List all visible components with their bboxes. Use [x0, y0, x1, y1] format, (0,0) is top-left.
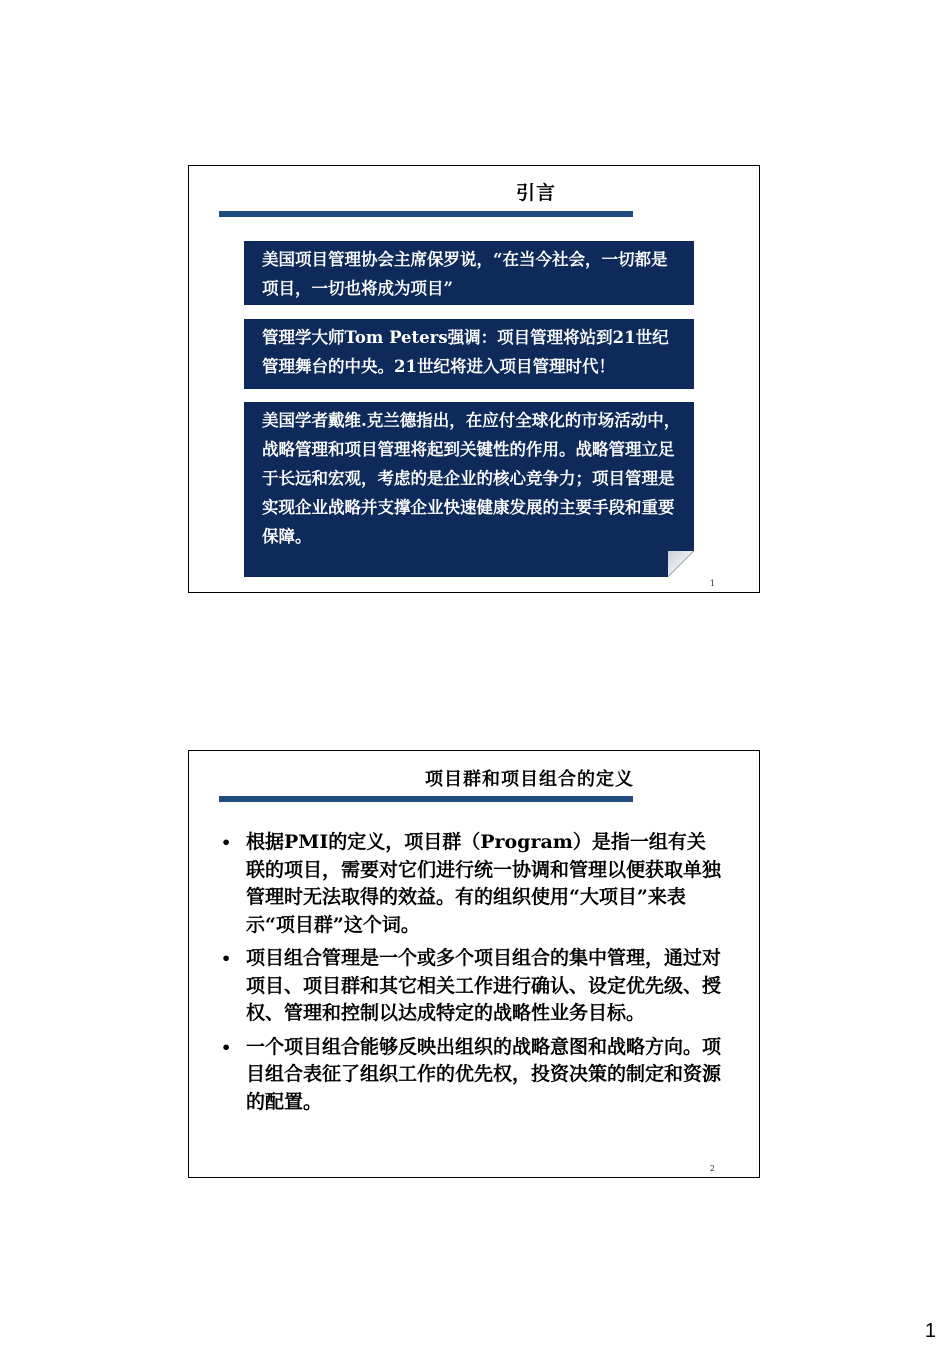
slide-page-number: 1: [709, 579, 715, 588]
list-item: [221, 829, 721, 939]
bullet-text: 项目组合管理是一个或多个项目组合的集中管理，通过对项目、项目群和其它相关工作进行确认、设定优先级、授权、管理和控制以达成特定的战略性业务目标。: [246, 947, 722, 1024]
bullet-text: 一个项目组合能够反映出组织的战略意图和战略方向。项目组合表征了组织工作的优先权，投资决策的制定和资源的配置。: [246, 1035, 722, 1113]
list-item: [221, 945, 721, 1028]
quote-box-2: 管理学大师Tom Peters强调：项目管理将站到21世纪管理舞台的中央。21世纪将进入项目管理时代！: [244, 319, 694, 389]
list-item: [221, 1034, 721, 1117]
title-underline-bar: [219, 796, 633, 802]
bullet-list: [221, 829, 721, 1122]
document-page-number: 1: [924, 1320, 936, 1342]
bullet-icon: •: [221, 1037, 232, 1057]
quote-box-3: [244, 402, 694, 577]
quote-box-3-text: 美国学者戴维.克兰德指出，在应付全球化的市场活动中，战略管理和项目管理将起到关键性的作用。战略管理立足于长远和宏观，考虑的是企业的核心竞争力；项目管理是实现企业战略并支撑企业快速健康发展的主要手段和重要保障。: [262, 411, 681, 546]
title-underline-bar: [219, 211, 633, 217]
slide-title: 引言: [516, 182, 557, 204]
slide-1: [188, 165, 760, 593]
bullet-text: 根据PMI的定义，项目群（Program）是指一组有关联的项目，需要对它们进行统一协调和管理以便获取单独管理时无法取得的效益。有的组织使用“大项目”来表示“项目群”这个词。: [246, 831, 722, 936]
bullet-icon: •: [221, 833, 232, 852]
bullet-icon: •: [221, 949, 232, 968]
slide-2: [188, 750, 760, 1178]
quote-box-1: 美国项目管理协会主席保罗说，“在当今社会，一切都是项目，一切也将成为项目”: [244, 241, 694, 305]
slide-page-number: 2: [709, 1164, 715, 1173]
slide-title: 项目群和项目组合的定义: [425, 769, 634, 790]
